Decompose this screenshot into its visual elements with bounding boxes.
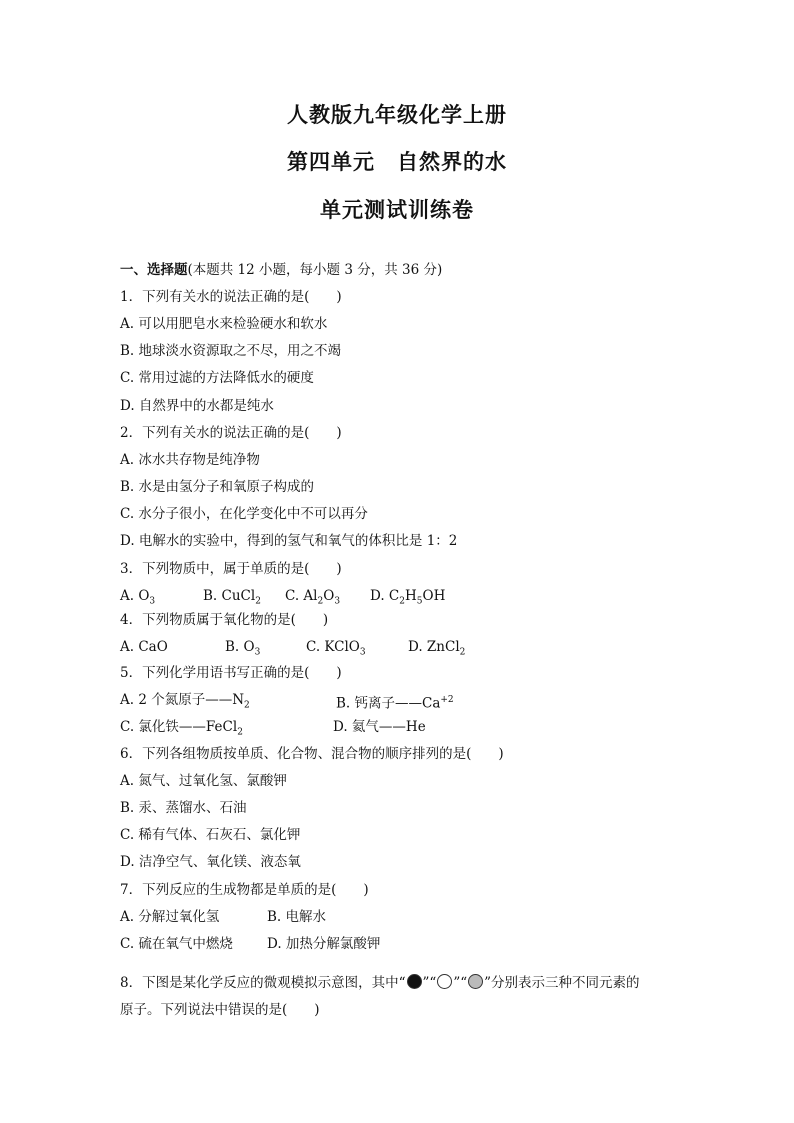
q2-stem: 2．下列有关水的说法正确的是( ): [120, 425, 342, 441]
section-heading: [120, 261, 442, 279]
q7-option-d: D. 加热分解氯酸钾: [267, 936, 381, 952]
q4-option-d: D. ZnCl$_2$: [408, 639, 466, 658]
q4-option-b: B. $O_3$: [225, 639, 261, 658]
q5-option-c: C. 氯化铁——FeCl$_2$: [120, 719, 243, 738]
q6-option-d: D. 洁净空气、氧化镁、液态氧: [120, 854, 301, 870]
q5-option-a: A. 2 个氮原子$——N_2$: [120, 692, 250, 711]
q2-option-c: C. 水分子很小，在化学变化中不可以再分: [120, 506, 368, 522]
doc-subtitle: 第四单元 自然界的水: [287, 149, 507, 174]
q8-stem-line2: 原子。下列说法中错误的是( ): [120, 1002, 320, 1018]
q1-option-b: B. 地球淡水资源取之不尽，用之不竭: [120, 343, 342, 359]
q1-option-d: D. 自然界中的水都是纯水: [120, 398, 274, 414]
q7-option-b: B. 电解水: [267, 909, 327, 925]
q7-option-a: A. 分解过氧化氢: [120, 909, 220, 925]
q6-stem: 6．下列各组物质按单质、化合物、混合物的顺序排列的是( ): [120, 746, 504, 762]
black-atom-icon: [407, 974, 422, 989]
q6-option-b: B. 汞、蒸馏水、石油: [120, 800, 247, 816]
q8-stem: 8．下图是某化学反应的微观模拟示意图，其中“ ”“ ”“ ”分别表示三种不同元素的: [120, 975, 640, 991]
doc-title: 人教版九年级化学上册: [287, 102, 507, 127]
q3-option-d: D. $C_2H_5OH$: [370, 588, 446, 607]
q1-option-a: A. 可以用肥皂水来检验硬水和软水: [120, 316, 328, 332]
q5-option-d: D. 氦气——He: [333, 719, 426, 735]
q5-stem: 5．下列化学用语书写正确的是( ): [120, 665, 342, 681]
q3-option-b: B. CuCl$_2$: [203, 588, 261, 607]
q3-option-a: A. $O_3$: [120, 588, 156, 607]
q5-option-b: B. 钙离子$——Ca^{+2}$: [336, 695, 454, 712]
q6-option-a: A. 氮气、过氧化氢、氯酸钾: [120, 773, 287, 789]
section-label: 一、选择题: [120, 262, 188, 278]
q2-option-a: A. 冰水共存物是纯净物: [120, 452, 260, 468]
q1-option-c: C. 常用过滤的方法降低水的硬度: [120, 370, 314, 386]
q4-option-a: A. CaO: [120, 639, 168, 655]
q2-option-b: B. 水是由氢分子和氧原子构成的: [120, 479, 315, 495]
q4-stem: 4．下列物质属于氧化物的是( ): [120, 612, 329, 628]
white-atom-icon: [437, 974, 452, 989]
q1-stem: 1．下列有关水的说法正确的是( ): [120, 289, 342, 305]
q3-stem: 3．下列物质中，属于单质的是( ): [120, 561, 342, 577]
doc-subtitle-2: 单元测试训练卷: [320, 197, 474, 222]
q7-stem: 7．下列反应的生成物都是单质的是( ): [120, 882, 369, 898]
q2-option-d: D. 电解水的实验中，得到的氢气和氧气的体积比是 1：2: [120, 533, 458, 549]
grey-atom-icon: [468, 974, 483, 989]
section-info: (本题共 12 小题，每小题 3 分，共 36 分): [187, 262, 443, 278]
q3-option-c: C. $Al_2O_3$: [285, 588, 341, 607]
q6-option-c: C. 稀有气体、石灰石、氯化钾: [120, 827, 301, 843]
q7-option-c: C. 硫在氧气中燃烧: [120, 936, 233, 952]
q4-option-c: C. KClO$_3$: [306, 639, 366, 658]
